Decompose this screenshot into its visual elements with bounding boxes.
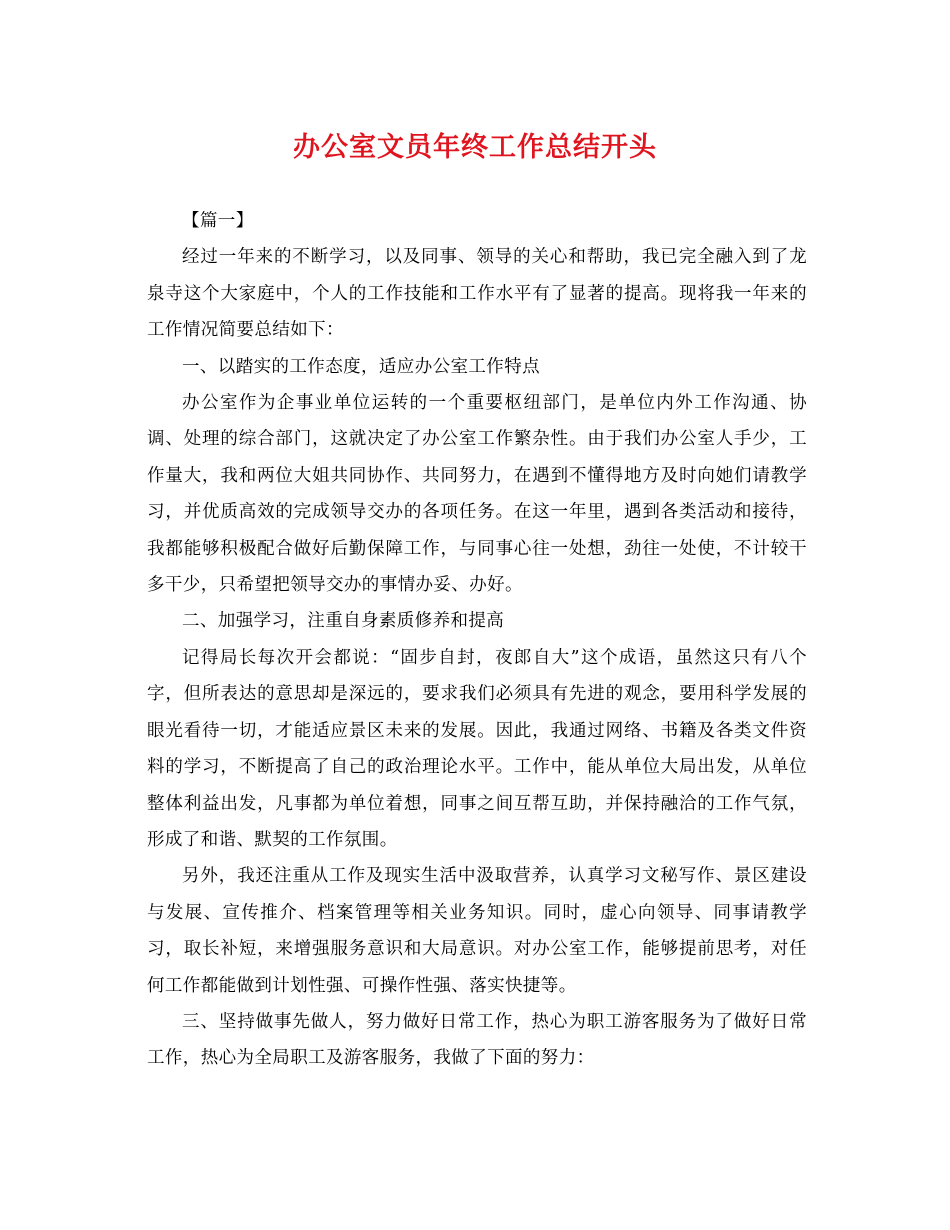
heading-one: 一、以踏实的工作态度，适应办公室工作特点 bbox=[182, 356, 540, 377]
document-body bbox=[147, 203, 807, 1077]
paragraph-study: 记得局长每次开会都说：“固步自封，夜郎自大”这个成语，虽然这只有八个字，但所表达的意思却是深远的，要求我们必须具有先进的观念，要用科学发展的眼光看待一切，才能适应景区未来的发展。因此，我通过网络、书籍及各类文件资料的学习，不断提高了自己的政治理论水平。工作中，能从单位大局出发，从单位整体利益出发，凡事都为单位着想，同事之间互帮互助，并保持融洽的工作气氛，形成了和谐、默契的工作氛围。 bbox=[147, 647, 807, 850]
heading-three: 三、坚持做事先做人，努力做好日常工作，热心为职工游客服务为了做好日常工作，热心为全局职工及游客服务，我做了下面的努力： bbox=[147, 1011, 807, 1069]
paragraph-intro: 经过一年来的不断学习，以及同事、领导的关心和帮助，我已完全融入到了龙泉寺这个大家庭中，个人的工作技能和工作水平有了显著的提高。现将我一年来的工作情况简要总结如下： bbox=[147, 247, 807, 341]
paragraph-additional: 另外，我还注重从工作及现实生活中汲取营养，认真学习文秘写作、景区建设与发展、宣传推介、档案管理等相关业务知识。同时，虚心向领导、同事请教学习，取长补短，来增强服务意识和大局意识。对办公室工作，能够提前思考，对任何工作都能做到计划性强、可操作性强、落实快捷等。 bbox=[147, 866, 807, 996]
heading-two: 二、加强学习，注重自身素质修养和提高 bbox=[182, 611, 505, 632]
section-label: 【篇一】 bbox=[182, 211, 254, 231]
document-title: 办公室文员年终工作总结开头 bbox=[293, 132, 657, 163]
paragraph-office-work: 办公室作为企事业单位运转的一个重要枢纽部门，是单位内外工作沟通、协调、处理的综合部门，这就决定了办公室工作繁杂性。由于我们办公室人手少，工作量大，我和两位大姐共同协作、共同努力，在遇到不懂得地方及时向她们请教学习，并优质高效的完成领导交办的各项任务。在这一年里，遇到各类活动和接待，我都能够积极配合做好后勤保障工作，与同事心往一处想，劲往一处使，不计较干多干少，只希望把领导交办的事情办妥、办好。 bbox=[147, 393, 807, 596]
